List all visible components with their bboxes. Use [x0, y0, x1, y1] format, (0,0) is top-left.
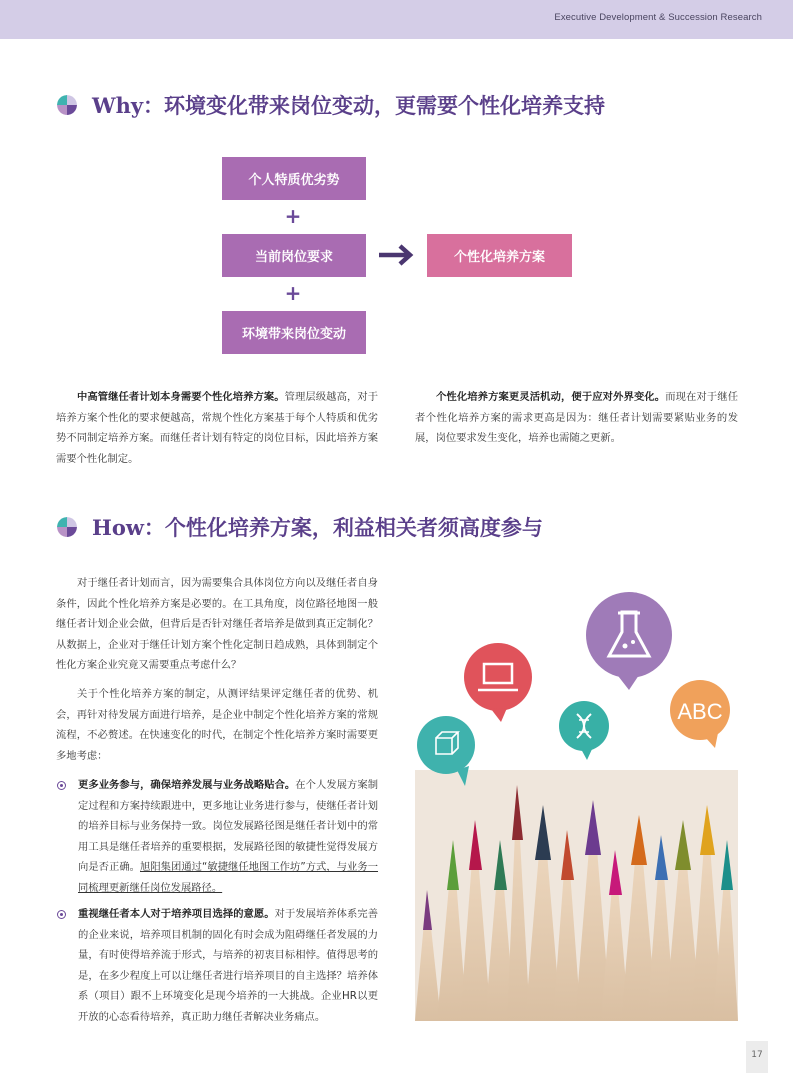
why-right-text: 而现在对于继任者个性化培养方案的需求更高是因为：继任者计划需要紧贴业务的发展，岗位要求发生变化，培养也需随之更新。	[415, 391, 739, 444]
arrow-right-icon	[377, 243, 415, 271]
bullet-1-underlined-case: 旭阳集团通过“敏捷继任地图工作坊”方式，与业务一同梳理更新继任岗位发展路径。	[78, 861, 379, 894]
box-personal-traits: 个人特质优劣势	[222, 157, 366, 200]
why-left-text: 管理层级越高，对于培养方案个性化的要求便越高，常规个性化方案基于每个人特质和优劣势不同制定培养方案。而继任者计划有特定的岗位目标，因此培养方案需要个性化制定。	[56, 391, 379, 465]
bullet-icon	[57, 910, 66, 919]
section-pie-icon	[57, 517, 77, 537]
page-number: 17	[746, 1041, 768, 1073]
box-current-role: 当前岗位要求	[222, 234, 366, 277]
bullet-icon	[57, 781, 66, 790]
flask-bubble-icon	[586, 592, 672, 690]
bullet-2-text: 对于发展培养体系完善的企业来说，培养项目机制的固化有时会成为阻碍继任者发展的力量，有时使得培养流于形式，与培养的初衷目标相悖。值得思考的是，在多少程度上可以让继任者进行培养项目的自主选择？培养体系（项目）跟不上环境变化是现今培养的一大挑战。企业HR以更开放的心态看待培养，真正助力继任者解决业务痛点。	[78, 908, 379, 1023]
section-title-how: How：个性化培养方案，利益相关者须高度参与	[92, 515, 543, 540]
how-paragraph-1: 对于继任者计划而言，因为需要集合具体岗位方向以及继任者自身条件，因此个性化培养方案是必要的。在工具角度，岗位路径地图一般继任者计划企业会做，但背后是否针对继任者培养是做到真正定制化？从数据上，企业对于继任计划方案个性化定制日趋成熟，具体到制定个性化方案企业究竟又需要重点考虑什么？	[56, 577, 378, 671]
dna-bubble-icon	[559, 701, 609, 760]
box-environment-change: 环境带来岗位变动	[222, 311, 366, 354]
bullet-2-bold: 重视继任者本人对于培养项目选择的意愿。	[78, 908, 275, 920]
how-bullet-2	[78, 904, 378, 1027]
plus-icon: +	[284, 281, 302, 305]
bullet-1-bold: 更多业务参与，确保培养发展与业务战略贴合。	[78, 779, 296, 791]
pencils-illustration	[415, 590, 738, 1021]
section-title-why: Why：环境变化带来岗位变动，更需要个性化培养支持	[92, 93, 606, 118]
header-band	[0, 0, 793, 39]
box-personalized-plan: 个性化培养方案	[427, 234, 572, 277]
abc-bubble-text: ABC	[677, 699, 723, 724]
why-left-paragraph	[56, 387, 378, 469]
bullet-1-text: 在个人发展方案制定过程和方案持续跟进中，更多地让业务进行参与，使继任者计划的培养目标与业务保持一致。岗位发展路径图是继任者计划中的常用工具是继任者培养的重要根据，发展路径图的敏捷性觉得发展方向是否正确。	[78, 779, 379, 873]
how-paragraph-2: 关于个性化培养方案的制定，从测评结果评定继任者的优势、机会，再针对待发展方面进行培养，是企业中制定个性化培养方案的常规流程，不必赘述。在快速变化的时代，在制定个性化培养方案时需要更多地考虑：	[56, 688, 378, 762]
plus-icon: +	[284, 204, 302, 228]
section-pie-icon	[57, 95, 77, 115]
how-bullet-1	[78, 775, 378, 898]
laptop-bubble-icon	[464, 643, 532, 722]
abc-bubble-icon	[670, 680, 730, 748]
why-left-bold: 中高管继任者计划本身需要个性化培养方案。	[77, 391, 285, 403]
why-right-bold: 个性化培养方案更灵活机动，便于应对外界变化。	[436, 391, 666, 403]
publication-title: Executive Development & Succession Research	[554, 12, 762, 23]
why-right-paragraph	[415, 387, 738, 449]
